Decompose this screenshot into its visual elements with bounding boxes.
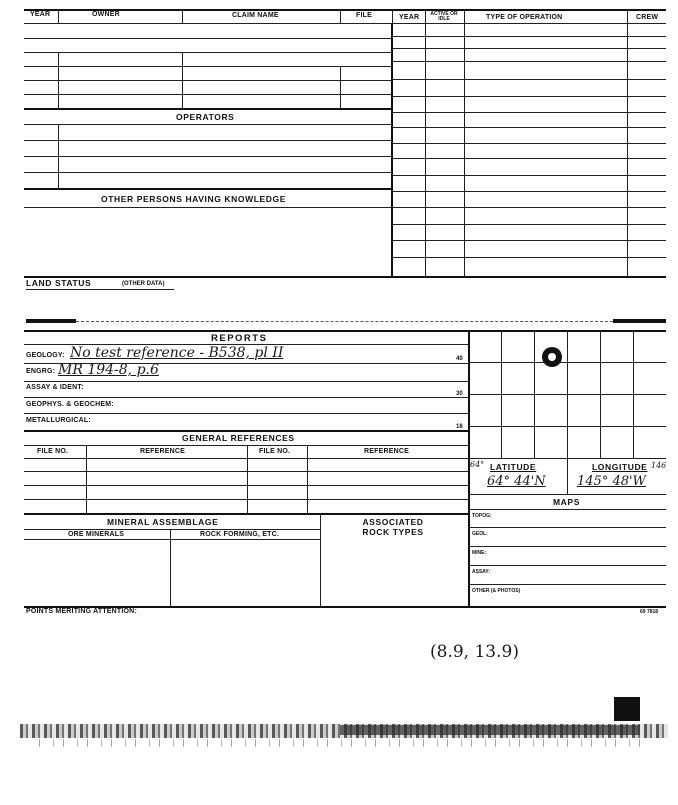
mineral-assemblage-heading: MINERAL ASSEMBLAGE: [107, 517, 219, 527]
ops-crew-header: CREW: [636, 14, 659, 21]
report-label-geology: GEOLOGY:: [26, 352, 65, 359]
form-number: 69 7818: [640, 609, 659, 615]
handwritten-coordinates: (8.9, 13.9): [430, 642, 519, 662]
ops-active-idle-header: ACTIVE OR IDLE: [430, 11, 458, 22]
report-value-engrg: MR 194-8, p.6: [58, 362, 159, 378]
claims-year-header: YEAR: [30, 11, 51, 18]
other-persons-heading: OTHER PERSONS HAVING KNOWLEDGE: [101, 194, 287, 204]
maps-topog: TOPOG:: [472, 513, 492, 519]
maps-mine: MINE:: [472, 550, 487, 556]
land-status-sub: (OTHER DATA): [122, 281, 165, 287]
reports-heading: REPORTS: [211, 333, 268, 344]
longitude-value: 145° 48'W: [577, 474, 646, 489]
ops-year-header: YEAR: [399, 14, 420, 21]
operators-heading: OPERATORS: [176, 112, 235, 122]
general-references-heading: GENERAL REFERENCES: [182, 433, 295, 443]
report-label-assay: ASSAY & IDENT:: [26, 384, 84, 391]
latitude-value: 64° 44'N: [487, 474, 546, 489]
gen-ref-file-no-2: FILE NO.: [259, 448, 291, 455]
latitude-label: LATITUDE: [490, 462, 537, 472]
report-margin-assay: 30: [456, 391, 463, 397]
land-status-label: LAND STATUS: [26, 278, 92, 288]
latitude-prefix: 64°: [470, 460, 485, 469]
points-meriting-attention: POINTS MERITING ATTENTION:: [26, 608, 137, 615]
gen-ref-reference-1: REFERENCE: [140, 448, 185, 455]
claims-file-header: FILE: [356, 12, 372, 19]
maps-assay: ASSAY:: [472, 569, 491, 575]
claims-claim-name-header: CLAIM NAME: [232, 12, 279, 19]
report-label-metallurgical: METALLURGICAL:: [26, 417, 91, 424]
ore-minerals-label: ORE MINERALS: [68, 531, 125, 538]
rock-forming-label: ROCK FORMING, ETC.: [200, 531, 280, 538]
gen-ref-reference-2: REFERENCE: [364, 448, 409, 455]
associated-rock-types-heading: ASSOCIATED ROCK TYPES: [362, 517, 424, 537]
ops-type-header: TYPE OF OPERATION: [486, 14, 563, 21]
report-value-geology: No test reference - B538, pl II: [70, 345, 284, 361]
gen-ref-file-no-1: FILE NO.: [37, 448, 69, 455]
location-marker-icon: [540, 345, 564, 369]
longitude-label: LONGITUDE: [592, 462, 648, 472]
report-margin-metallurgical: 18: [456, 424, 463, 430]
report-margin-geology: 40: [456, 356, 463, 362]
report-label-geophys: GEOPHYS. & GEOCHEM:: [26, 401, 114, 408]
maps-other-photos: OTHER (& PHOTOS): [472, 588, 521, 594]
maps-heading: MAPS: [553, 497, 580, 507]
longitude-suffix: 146: [651, 461, 667, 470]
report-label-engrg: ENGRG:: [26, 368, 56, 375]
claims-owner-header: OWNER: [92, 11, 120, 18]
maps-geol: GEOL:: [472, 531, 488, 537]
